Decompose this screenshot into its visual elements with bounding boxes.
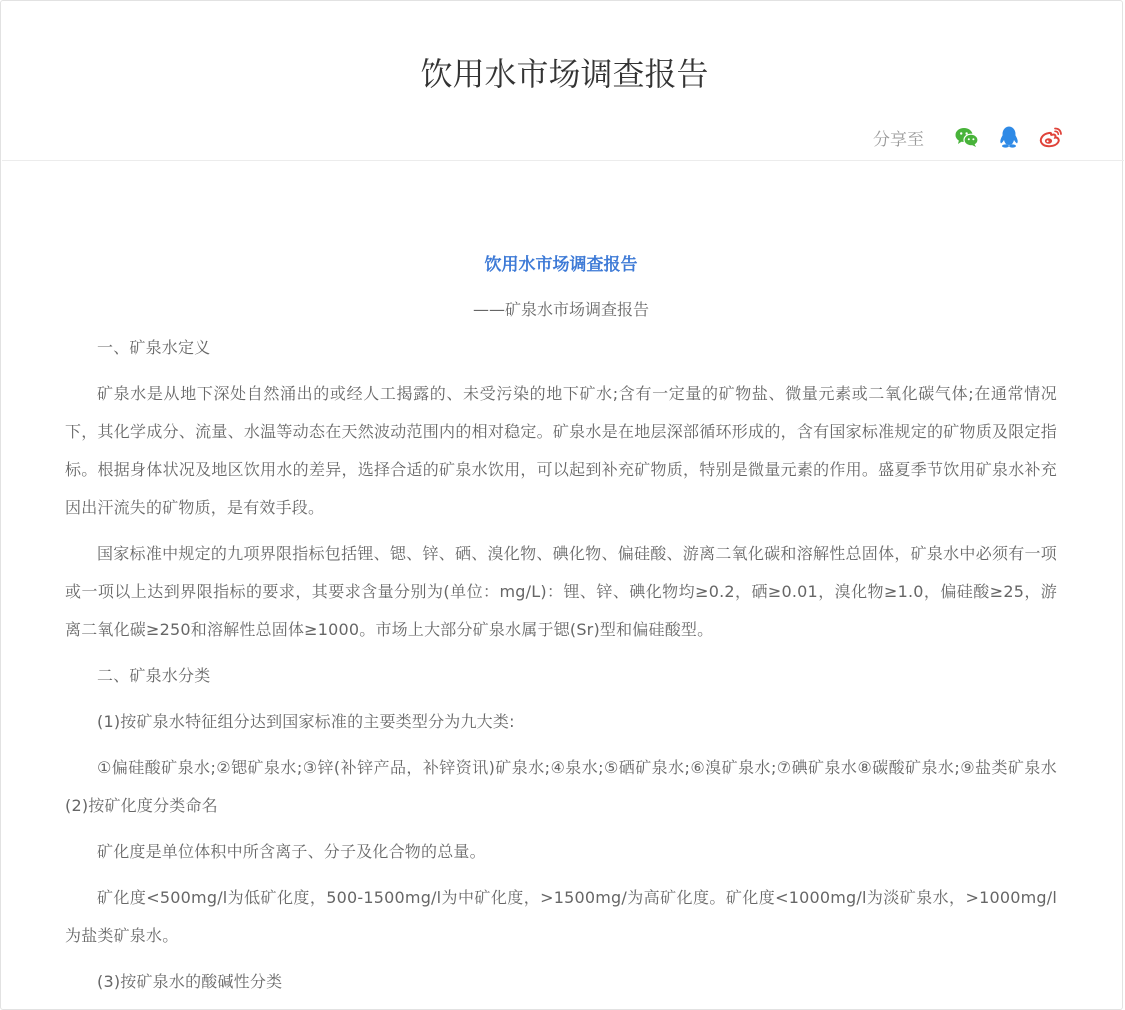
- section-heading: 二、矿泉水分类: [97, 666, 211, 685]
- paragraph: ①偏硅酸矿泉水;②锶矿泉水;③锌(补锌产品，补锌资讯)矿泉水;④泉水;⑤硒矿泉水;⑥溴矿泉水;⑦碘矿泉水⑧碳酸矿泉水;⑨盐类矿泉水 (2)按矿化度分类命名: [65, 758, 1057, 815]
- paragraph: 矿泉水是从地下深处自然涌出的或经人工揭露的、未受污染的地下矿水;含有一定量的矿物盐、微量元素或二氧化碳气体;在通常情况下，其化学成分、流量、水温等动态在天然波动范围内的相对稳定。矿泉水是在地层深部循环形成的，含有国家标准规定的矿物质及限定指标。根据身体状况及地区饮用水的差异，选择合适的矿泉水饮用，可以起到补充矿物质，特别是微量元素的作用。盛夏季节饮用矿泉水补充因出汗流失的矿物质，是有效手段。: [65, 384, 1057, 517]
- paragraph: 国家标准中规定的九项界限指标包括锂、锶、锌、硒、溴化物、碘化物、偏硅酸、游离二氧化碳和溶解性总固体，矿泉水中必须有一项或一项以上达到界限指标的要求，其要求含量分别为(单位：mg/L)：锂、锌、碘化物均≥0.2，硒≥0.01，溴化物≥1.0，偏硅酸≥25，游离二氧化碳≥250和溶解性总固体≥1000。市场上大部分矿泉水属于锶(Sr)型和偏硅酸型。: [65, 544, 1057, 639]
- paragraph: (1)按矿泉水特征组分达到国家标准的主要类型分为九大类:: [97, 712, 515, 731]
- paragraph: 矿化度<500mg/l为低矿化度，500-1500mg/l为中矿化度，>1500mg/为高矿化度。矿化度<1000mg/l为淡矿泉水，>1000mg/l为盐类矿泉水。: [65, 888, 1057, 945]
- page-header: [2, 2, 1124, 161]
- qq-icon[interactable]: [996, 124, 1022, 150]
- paragraph: (3)按矿泉水的酸碱性分类: [97, 972, 283, 991]
- weibo-icon[interactable]: [1038, 124, 1064, 150]
- article-title: 饮用水市场调查报告: [484, 255, 638, 275]
- article-subtitle: ——矿泉水市场调查报告: [472, 300, 649, 319]
- share-label: 分享至: [873, 129, 924, 150]
- page-title: 饮用水市场调查报告: [420, 55, 709, 93]
- share-bar: [873, 122, 1064, 152]
- wechat-icon[interactable]: [954, 124, 980, 150]
- section-heading: 一、矿泉水定义: [97, 338, 211, 357]
- paragraph: 矿化度是单位体积中所含离子、分子及化合物的总量。: [97, 842, 486, 861]
- article-body: [65, 239, 1057, 1009]
